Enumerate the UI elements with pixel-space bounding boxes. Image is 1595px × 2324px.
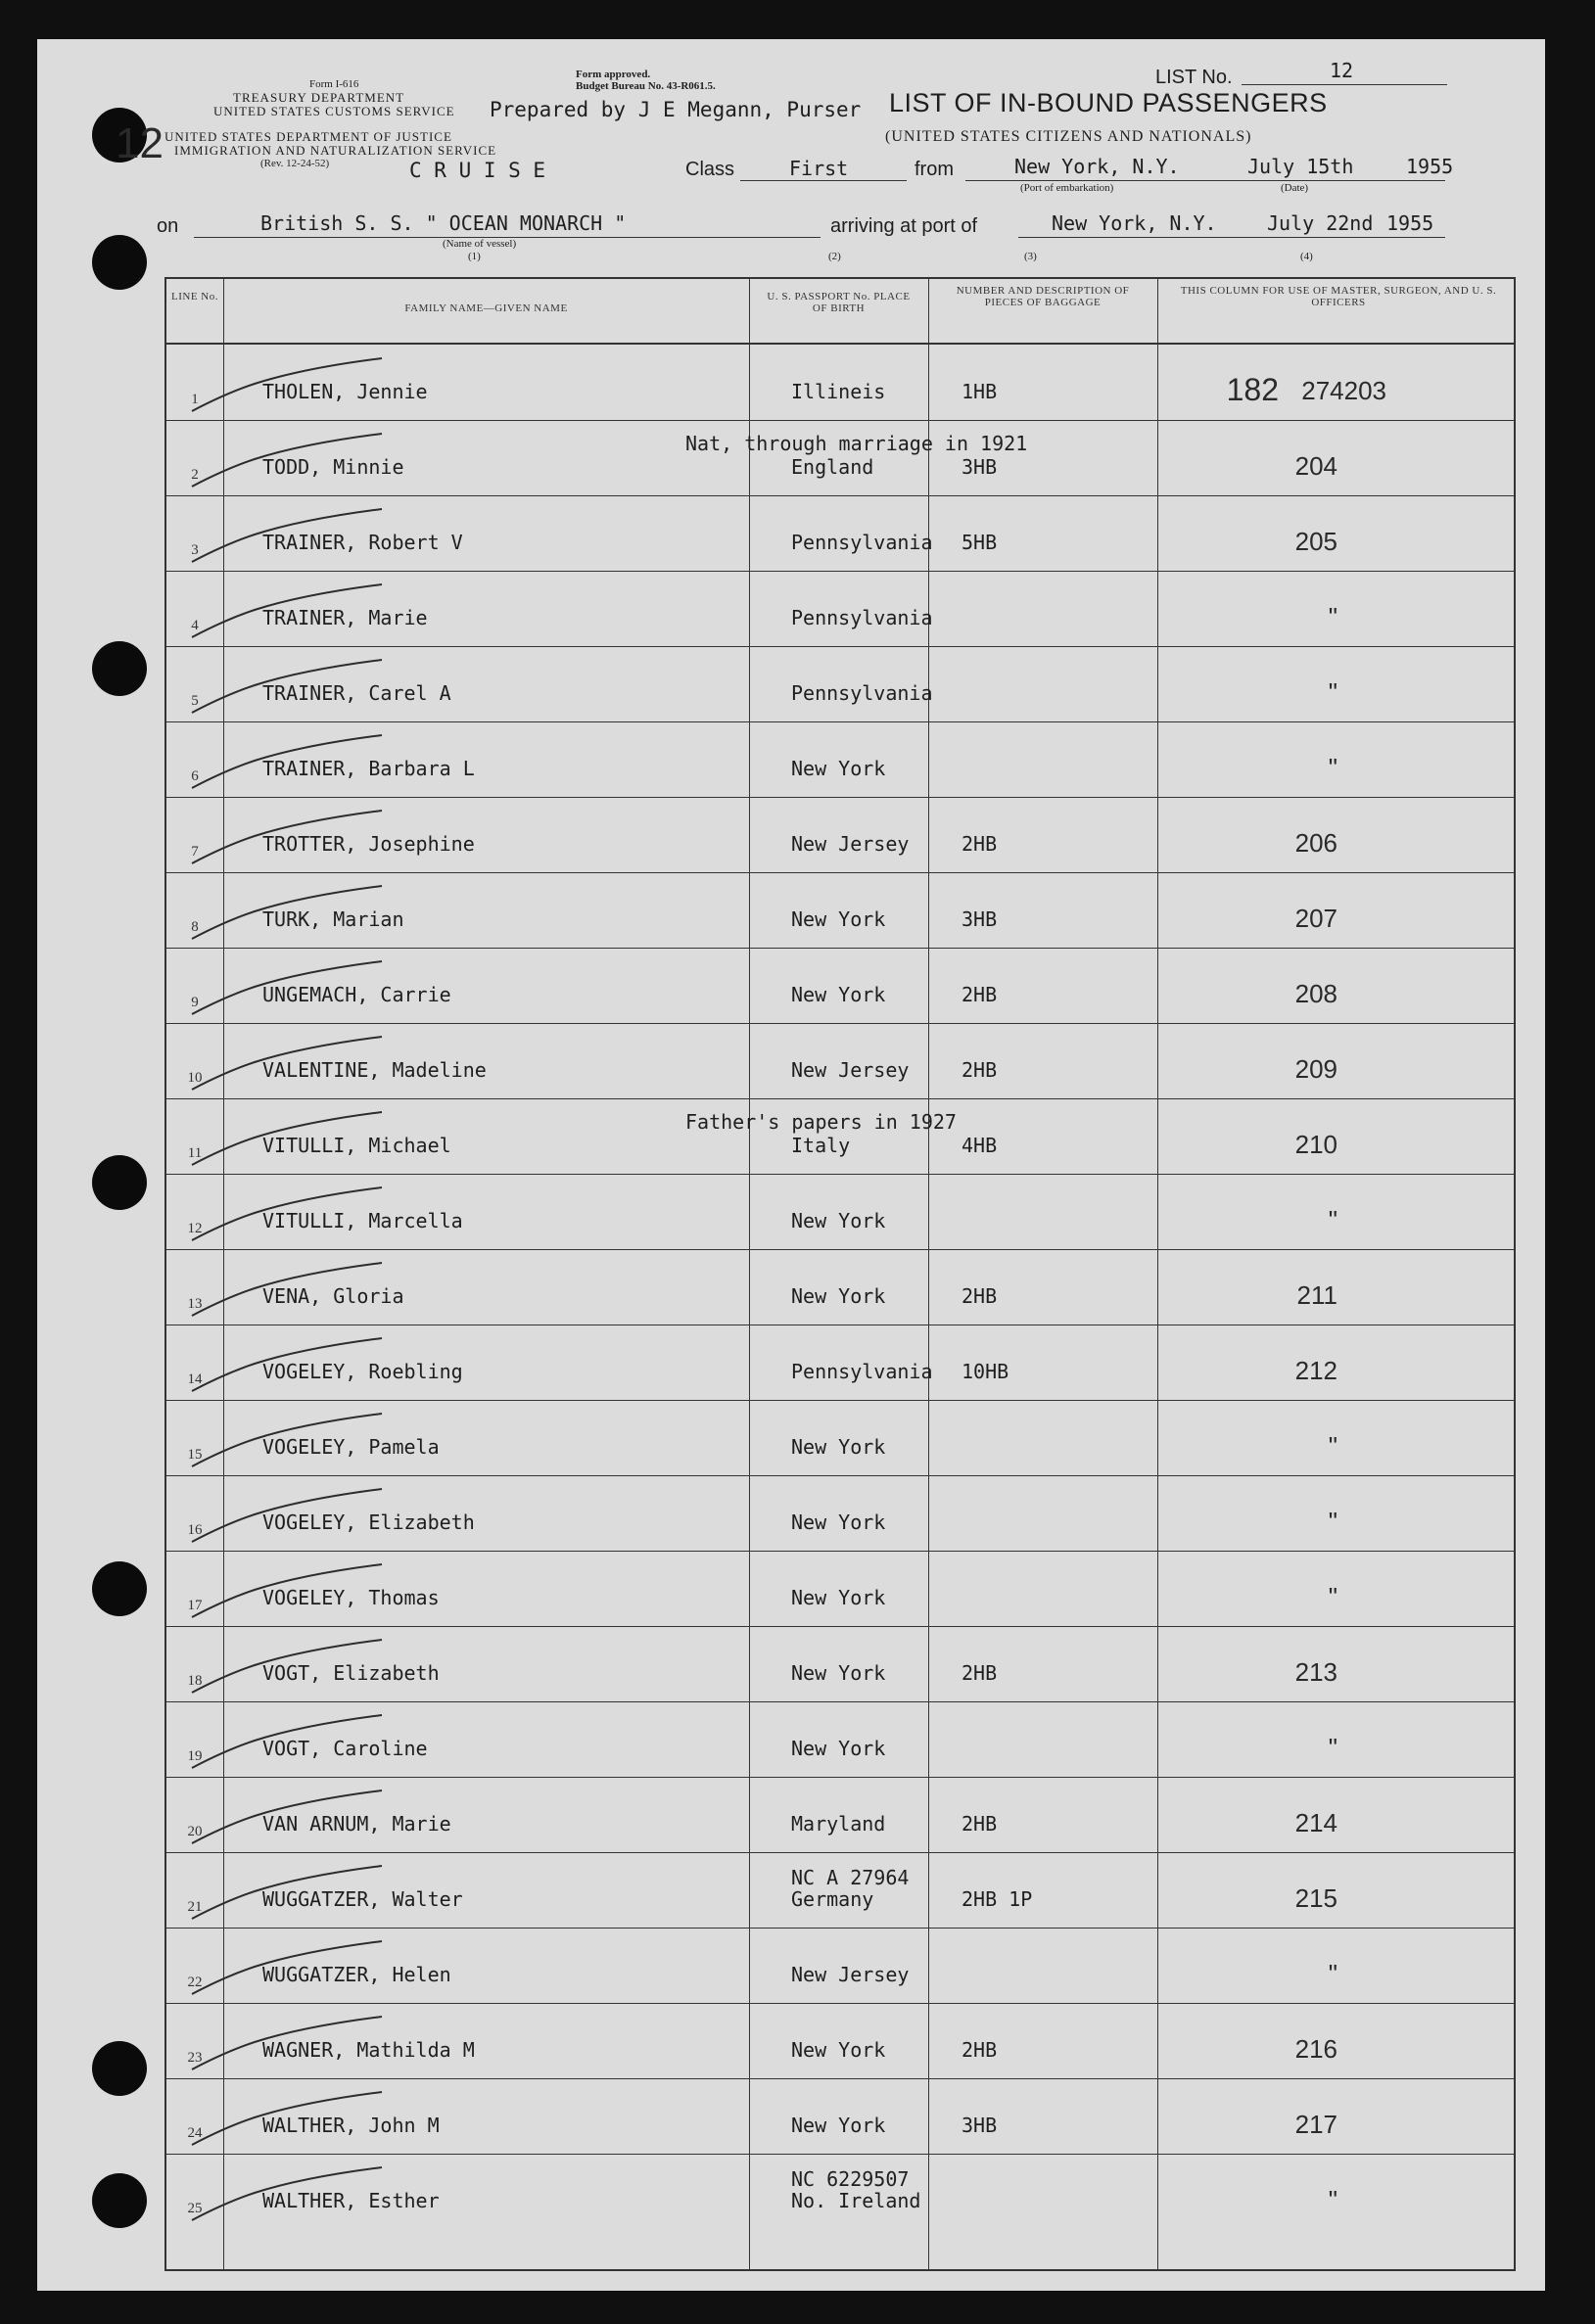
passenger-name: TROTTER, Josephine [262, 832, 475, 856]
officer-number: 216 [1294, 2034, 1337, 2064]
place-of-birth: Maryland [791, 1812, 886, 1836]
punch-hole [92, 2173, 147, 2228]
margin-mark: 12 [116, 119, 164, 167]
check-mark-icon [186, 807, 441, 875]
check-mark-icon [186, 1862, 441, 1930]
baggage: 2HB [962, 1284, 998, 1308]
table-row [166, 2003, 1514, 2079]
table-row [166, 797, 1514, 873]
officer-number: " [1328, 753, 1337, 782]
place-of-birth: New York [791, 1737, 886, 1760]
place-of-birth: England [791, 455, 874, 479]
table-row [166, 1928, 1514, 2004]
budget-bureau: Budget Bureau No. 43-R061.5. [576, 80, 716, 92]
place-of-birth: Pennsylvania [791, 681, 933, 705]
passenger-name: TRAINER, Barbara L [262, 757, 475, 780]
form-number: Form I-616 [309, 78, 359, 90]
officer-number: 207 [1294, 904, 1337, 933]
table-row [166, 1174, 1514, 1250]
line-number: 6 [191, 768, 199, 784]
baggage: 2HB [962, 1812, 998, 1836]
passport-number: NC A 27964 [791, 1866, 910, 1889]
table-row [166, 1249, 1514, 1325]
baggage: 2HB [962, 1058, 998, 1082]
passenger-name: WUGGATZER, Walter [262, 1887, 463, 1911]
table-body [166, 345, 1514, 2269]
line-number: 8 [191, 919, 199, 935]
punch-hole [92, 641, 147, 696]
class-underline [740, 180, 907, 181]
line-number: 3 [191, 542, 199, 558]
dept-justice: UNITED STATES DEPARTMENT OF JUSTICE [164, 129, 452, 144]
table-row [166, 721, 1514, 798]
header-name: FAMILY NAME—GIVEN NAME [404, 302, 568, 314]
line-number: 1 [191, 392, 199, 407]
header-baggage: NUMBER AND DESCRIPTION OF PIECES OF BAGGAGE [956, 285, 1130, 308]
place-of-birth: New York [791, 1284, 886, 1308]
line-number: 15 [187, 1447, 203, 1463]
check-mark-icon [186, 1560, 441, 1629]
officer-number: 204 [1294, 451, 1337, 481]
officer-number: 213 [1294, 1657, 1337, 1687]
passenger-name: VOGELEY, Pamela [262, 1435, 440, 1459]
check-mark-icon [186, 1259, 441, 1327]
prepared-by: Prepared by J E Megann, Purser [490, 98, 862, 121]
line-number: 25 [187, 2201, 203, 2216]
place-of-birth: New York [791, 1209, 886, 1232]
embark-year: 1955 [1406, 155, 1454, 178]
passenger-name: VALENTINE, Madeline [262, 1058, 487, 1082]
row-note: Father's papers in 1927 [685, 1110, 957, 1134]
baggage: 2HB [962, 2038, 998, 2062]
table-row [166, 1777, 1514, 1853]
from-label: from [915, 159, 954, 180]
table-row [166, 2078, 1514, 2155]
passport-number: NC 6229507 [791, 2167, 910, 2191]
place-of-birth: New York [791, 2038, 886, 2062]
place-of-birth: New York [791, 907, 886, 931]
header-line-no: LINE No. [171, 291, 218, 302]
check-mark-icon [186, 1711, 441, 1780]
dept-customs: UNITED STATES CUSTOMS SERVICE [213, 104, 455, 118]
line-number: 20 [187, 1824, 203, 1839]
table-row [166, 646, 1514, 722]
header-officers: THIS COLUMN FOR USE OF MASTER, SURGEON, AND U. S. OFFICERS [1180, 285, 1497, 308]
passenger-name: WALTHER, John M [262, 2114, 440, 2137]
vessel-caption: (Name of vessel) [443, 238, 517, 250]
revision: (Rev. 12-24-52) [260, 158, 330, 169]
header-passport: U. S. PASSPORT No. PLACE OF BIRTH [767, 291, 911, 314]
passenger-name: VOGELEY, Elizabeth [262, 1511, 475, 1534]
line-number: 23 [187, 2050, 203, 2066]
list-no-value: 12 [1330, 59, 1354, 82]
passenger-name: VAN ARNUM, Marie [262, 1812, 451, 1836]
check-mark-icon [186, 1033, 441, 1101]
check-mark-icon [186, 1787, 441, 1855]
check-mark-icon [186, 1184, 441, 1252]
document-subtitle: (UNITED STATES CITIZENS AND NATIONALS) [885, 128, 1252, 145]
row-note: Nat, through marriage in 1921 [685, 432, 1028, 455]
baggage: 3HB [962, 455, 998, 479]
passenger-name: VOGELEY, Roebling [262, 1360, 463, 1383]
place-of-birth: New York [791, 1511, 886, 1534]
line-number: 10 [187, 1070, 203, 1086]
table-row [166, 420, 1514, 496]
table-row [166, 1852, 1514, 1929]
arriving-label: arriving at port of [830, 215, 978, 237]
officer-number: " [1328, 1507, 1337, 1536]
table-row [166, 1626, 1514, 1702]
place-of-birth: New York [791, 1661, 886, 1685]
passenger-name: WUGGATZER, Helen [262, 1963, 451, 1986]
line-number: 7 [191, 844, 199, 860]
punch-hole [92, 1155, 147, 1210]
place-of-birth: Pennsylvania [791, 606, 933, 629]
baggage: 10HB [962, 1360, 1009, 1383]
line-number: 13 [187, 1296, 203, 1312]
cruise-label: C R U I S E [409, 159, 546, 182]
table-row [166, 1098, 1514, 1175]
arrival-date: July 22nd [1267, 211, 1374, 235]
class-label: Class [685, 159, 735, 180]
passenger-name: TODD, Minnie [262, 455, 404, 479]
form-approved: Form approved. [576, 69, 651, 80]
check-mark-icon [186, 2163, 441, 2232]
line-number: 9 [191, 995, 199, 1010]
place-of-birth: Pennsylvania [791, 1360, 933, 1383]
line-number: 16 [187, 1522, 203, 1538]
line-number: 12 [187, 1221, 203, 1236]
place-of-birth: Italy [791, 1134, 851, 1157]
table-row [166, 571, 1514, 647]
officer-number: " [1328, 1582, 1337, 1611]
check-mark-icon [186, 1937, 441, 2006]
line-number: 19 [187, 1748, 203, 1764]
officer-number: " [1328, 677, 1337, 707]
check-mark-icon [186, 430, 441, 498]
date-caption: (Date) [1281, 182, 1309, 194]
passenger-name: WAGNER, Mathilda M [262, 2038, 475, 2062]
line-number: 14 [187, 1371, 203, 1387]
officer-number: 206 [1294, 828, 1337, 858]
place-of-birth: Illineis [791, 380, 886, 403]
officer-number: 274203 [1301, 376, 1386, 405]
arrival-underline [1018, 237, 1445, 238]
place-of-birth: No. Ireland [791, 2189, 921, 2212]
check-mark-icon [186, 957, 441, 1026]
dept-treasury: TREASURY DEPARTMENT [233, 90, 405, 105]
baggage: 2HB [962, 832, 998, 856]
check-mark-icon [186, 354, 441, 423]
port-embark-caption: (Port of embarkation) [1020, 182, 1114, 194]
passenger-name: TRAINER, Carel A [262, 681, 451, 705]
check-mark-icon [186, 882, 441, 951]
officer-number: " [1328, 602, 1337, 631]
baggage: 5HB [962, 531, 998, 554]
passenger-table [164, 277, 1516, 2271]
column-marker-2: (2) [828, 251, 841, 262]
line-number: 22 [187, 1975, 203, 1990]
table-row [166, 872, 1514, 949]
officer-number: 209 [1294, 1054, 1337, 1084]
place-of-birth: New Jersey [791, 1963, 910, 1986]
table-row [166, 1400, 1514, 1476]
check-mark-icon [186, 1108, 441, 1177]
officer-number: " [1328, 1431, 1337, 1461]
check-mark-icon [186, 505, 441, 574]
place-of-birth: New York [791, 1435, 886, 1459]
table-row [166, 948, 1514, 1024]
passenger-name: VOGT, Elizabeth [262, 1661, 440, 1685]
arrival-year: 1955 [1386, 211, 1434, 235]
check-mark-icon [186, 581, 441, 649]
baggage: 1HB [962, 380, 998, 403]
passenger-name: TURK, Marian [262, 907, 404, 931]
table-row [166, 1475, 1514, 1552]
document-title: LIST OF IN-BOUND PASSENGERS [889, 88, 1328, 117]
punch-hole [92, 2041, 147, 2096]
line-number: 5 [191, 693, 199, 709]
place-of-birth: New Jersey [791, 832, 910, 856]
table-row [166, 345, 1514, 421]
line-number: 4 [191, 618, 199, 633]
list-no-label: LIST No. [1155, 67, 1233, 88]
place-of-birth: Pennsylvania [791, 531, 933, 554]
passenger-name: TRAINER, Robert V [262, 531, 463, 554]
from-underline [965, 180, 1445, 181]
place-of-birth: Germany [791, 1887, 874, 1911]
passenger-name: VOGELEY, Thomas [262, 1586, 440, 1609]
class-value: First [789, 157, 849, 180]
place-of-birth: New York [791, 757, 886, 780]
port-of-arrival: New York, N.Y. [1052, 211, 1217, 235]
manifest-page [37, 39, 1545, 2291]
dept-immigration: IMMIGRATION AND NATURALIZATION SERVICE [174, 143, 497, 158]
officer-number: 215 [1294, 1883, 1337, 1913]
list-no-underline [1242, 84, 1447, 85]
officer-number: " [1328, 1205, 1337, 1234]
officer-number: " [1328, 2185, 1337, 2214]
passenger-name: VITULLI, Michael [262, 1134, 451, 1157]
baggage: 3HB [962, 907, 998, 931]
officer-prefix: 182 [1226, 372, 1279, 407]
place-of-birth: New York [791, 983, 886, 1006]
column-marker-4: (4) [1300, 251, 1313, 262]
line-number: 2 [191, 467, 199, 483]
line-number: 17 [187, 1598, 203, 1613]
baggage: 4HB [962, 1134, 998, 1157]
officer-number: 212 [1294, 1356, 1337, 1385]
check-mark-icon [186, 2013, 441, 2081]
column-marker-3: (3) [1024, 251, 1037, 262]
passenger-name: UNGEMACH, Carrie [262, 983, 451, 1006]
check-mark-icon [186, 656, 441, 724]
line-number: 21 [187, 1899, 203, 1915]
port-of-embarkation: New York, N.Y. [1014, 155, 1180, 178]
baggage: 2HB 1P [962, 1887, 1033, 1911]
baggage: 3HB [962, 2114, 998, 2137]
passenger-name: VOGT, Caroline [262, 1737, 428, 1760]
table-row [166, 1325, 1514, 1401]
table-row [166, 1701, 1514, 1778]
officer-number: " [1328, 1733, 1337, 1762]
baggage: 2HB [962, 1661, 998, 1685]
punch-hole [92, 235, 147, 290]
line-number: 24 [187, 2125, 203, 2141]
baggage: 2HB [962, 983, 998, 1006]
line-number: 18 [187, 1673, 203, 1689]
passenger-name: VENA, Gloria [262, 1284, 404, 1308]
officer-number: " [1328, 1959, 1337, 1988]
check-mark-icon [186, 1636, 441, 1704]
table-row [166, 1551, 1514, 1627]
check-mark-icon [186, 731, 441, 800]
embark-date: July 15th [1247, 155, 1354, 178]
officer-number: 214 [1294, 1808, 1337, 1837]
table-row [166, 495, 1514, 572]
officer-number: 217 [1294, 2110, 1337, 2139]
place-of-birth: New York [791, 1586, 886, 1609]
passenger-name: TRAINER, Marie [262, 606, 428, 629]
on-label: on [157, 215, 179, 237]
officer-number: 211 [1296, 1280, 1337, 1310]
passenger-name: THOLEN, Jennie [262, 380, 428, 403]
place-of-birth: New Jersey [791, 1058, 910, 1082]
officer-number: 208 [1294, 979, 1337, 1008]
place-of-birth: New York [791, 2114, 886, 2137]
officer-number: 210 [1294, 1130, 1337, 1159]
table-row [166, 2154, 1514, 2229]
table-row [166, 1023, 1514, 1099]
line-number: 11 [187, 1145, 203, 1161]
passenger-name: WALTHER, Esther [262, 2189, 440, 2212]
check-mark-icon [186, 2088, 441, 2157]
check-mark-icon [186, 1485, 441, 1554]
punch-hole [92, 1561, 147, 1616]
column-marker-1: (1) [468, 251, 481, 262]
vessel-name: British S. S. " OCEAN MONARCH " [260, 211, 627, 235]
check-mark-icon [186, 1410, 441, 1478]
check-mark-icon [186, 1334, 441, 1403]
passenger-name: VITULLI, Marcella [262, 1209, 463, 1232]
officer-number: 205 [1294, 527, 1337, 556]
